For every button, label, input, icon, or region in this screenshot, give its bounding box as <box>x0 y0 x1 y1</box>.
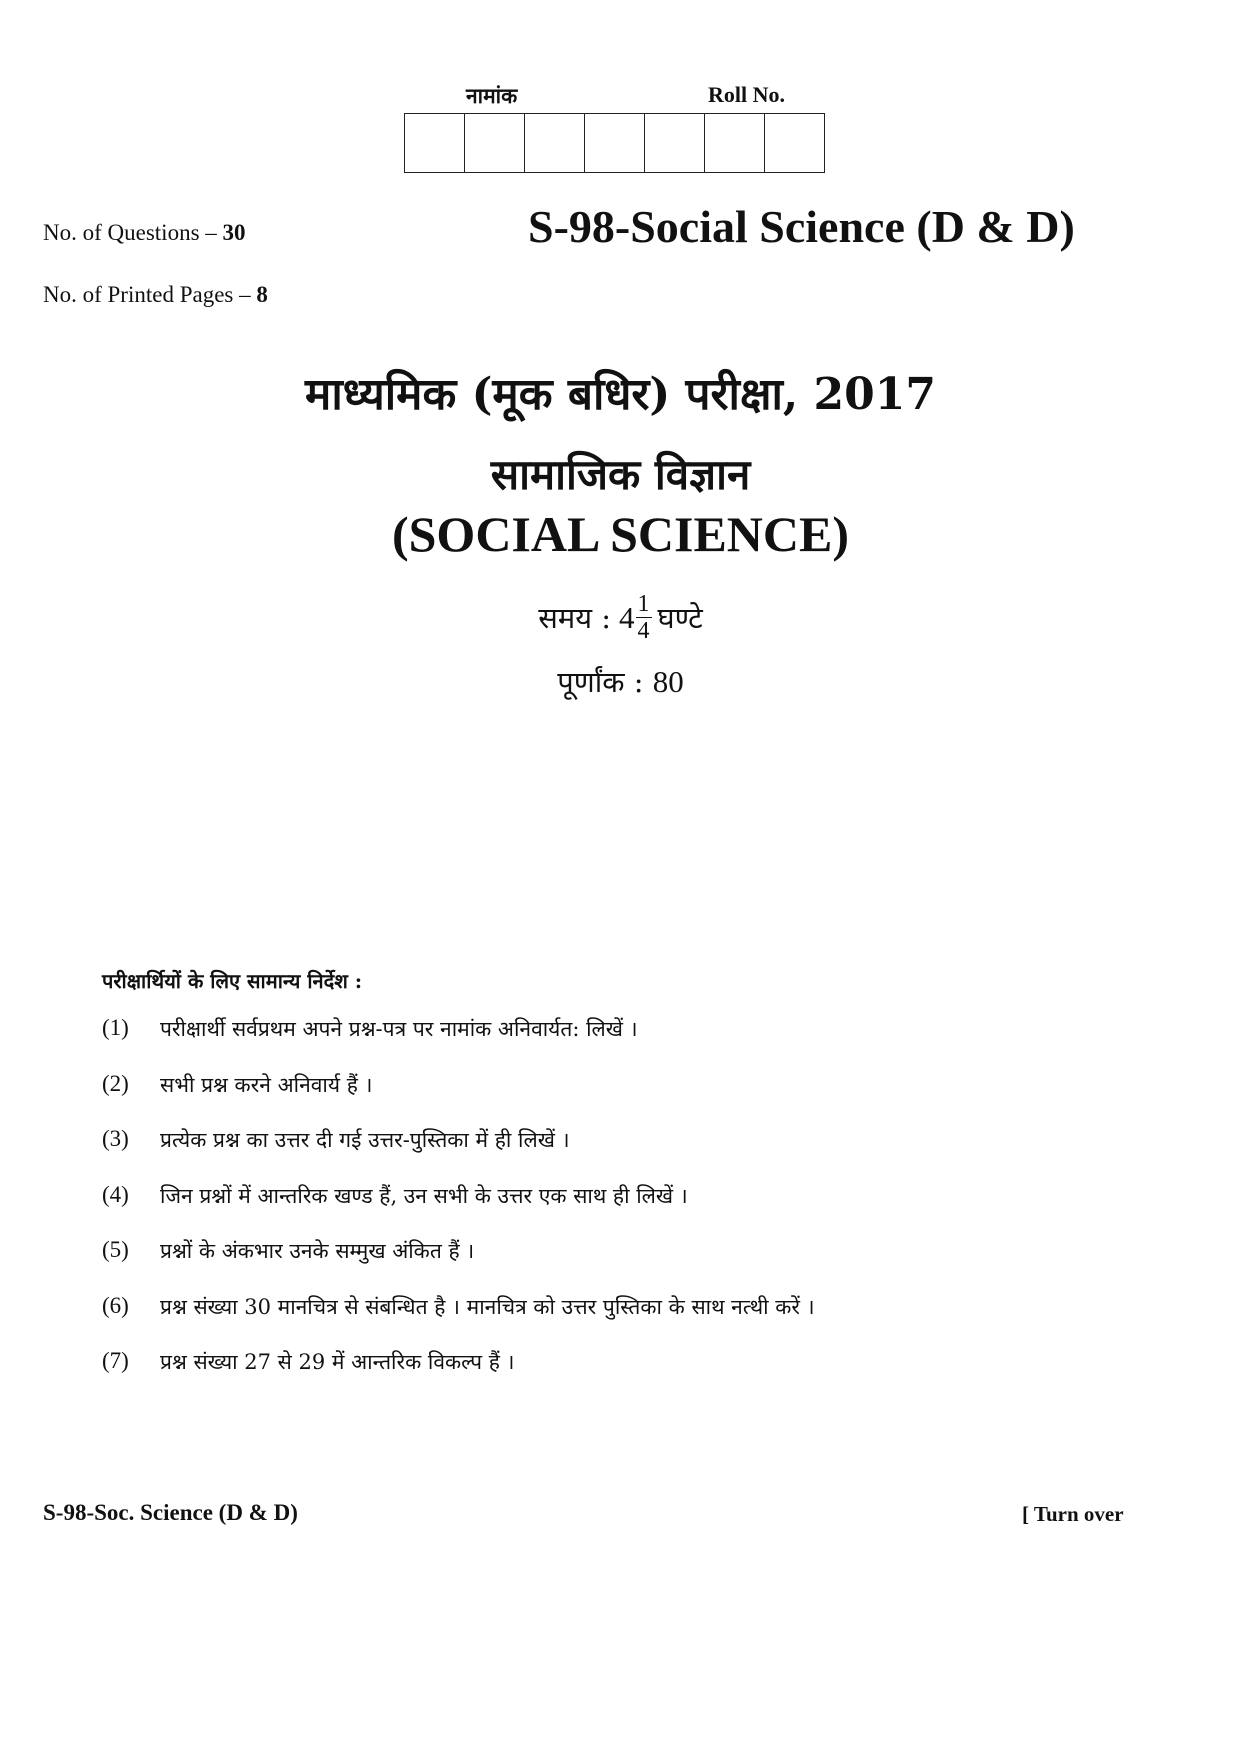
instruction-number: (2) <box>102 1070 129 1096</box>
instructions-heading: परीक्षार्थियों के लिए सामान्य निर्देश : <box>102 969 363 993</box>
roll-number-boxes <box>404 113 825 173</box>
instruction-number: (4) <box>102 1181 129 1207</box>
instruction-text: परीक्षार्थी सर्वप्रथम अपने प्रश्न-पत्र पर नामांक अनिवार्यत: लिखें । <box>160 1017 638 1041</box>
instruction-number: (3) <box>102 1126 129 1151</box>
instruction-number: (5) <box>102 1237 129 1262</box>
turn-over-note: [ Turn over <box>1022 1502 1124 1526</box>
instruction-item <box>102 1237 1152 1293</box>
time-allowed <box>0 592 1241 643</box>
time-fraction <box>636 592 652 643</box>
footer-paper-code: S-98-Soc. Science (D & D) <box>43 1500 298 1525</box>
pages-value: 8 <box>256 282 268 307</box>
instruction-text: प्रश्न संख्या 30 मानचित्र से संबन्धित है । मानचित्र को उत्तर पुस्तिका के साथ नत्थी करें । <box>160 1294 815 1319</box>
printed-pages-count <box>43 282 268 308</box>
instruction-item <box>102 1293 1152 1349</box>
time-fraction-numerator: 1 <box>637 591 650 617</box>
instruction-item <box>102 1126 1152 1182</box>
instruction-number: (6) <box>102 1292 129 1318</box>
instruction-item <box>102 1182 1152 1238</box>
roll-digit-box[interactable] <box>705 114 765 172</box>
questions-value: 30 <box>222 220 246 245</box>
instruction-text: प्रश्न संख्या 27 से 29 में आन्तरिक विकल्प हैं । <box>160 1350 515 1374</box>
time-unit: घण्टे <box>657 601 703 635</box>
roll-digit-box[interactable] <box>405 114 465 172</box>
instruction-text: सभी प्रश्न करने अनिवार्य हैं । <box>160 1072 373 1097</box>
marks-value: 80 <box>652 664 684 699</box>
roll-label-hindi: नामांक <box>466 83 518 108</box>
time-whole: 4 <box>619 599 635 635</box>
subject-title-hindi: सामाजिक विज्ञान <box>490 450 751 499</box>
marks-label: पूर्णांक : <box>557 665 644 699</box>
roll-label-english: Roll No. <box>708 82 785 107</box>
time-fraction-denominator: 4 <box>637 618 650 644</box>
roll-digit-box[interactable] <box>765 114 825 172</box>
roll-digit-box[interactable] <box>585 114 645 172</box>
pages-label: No. of Printed Pages – <box>43 282 251 307</box>
questions-count <box>43 220 246 246</box>
roll-digit-box[interactable] <box>645 114 705 172</box>
roll-digit-box[interactable] <box>465 114 525 172</box>
maximum-marks <box>0 662 1241 701</box>
paper-code-title: S-98-Social Science (D & D) <box>528 201 1075 252</box>
subject-title-english: (SOCIAL SCIENCE) <box>391 506 850 562</box>
instruction-item <box>102 1071 1152 1127</box>
instruction-text: प्रत्येक प्रश्न का उत्तर दी गई उत्तर-पुस्तिका में ही लिखें । <box>160 1128 570 1152</box>
instruction-text: जिन प्रश्नों में आन्तरिक खण्ड हैं, उन सभी के उत्तर एक साथ ही लिखें । <box>160 1183 688 1208</box>
instruction-number: (1) <box>102 1015 129 1040</box>
time-label: समय : <box>538 601 612 635</box>
exam-title: माध्यमिक (मूक बधिर) परीक्षा, 2017 <box>305 369 936 420</box>
roll-digit-box[interactable] <box>525 114 585 172</box>
questions-label: No. of Questions – <box>43 220 217 245</box>
instruction-text: प्रश्नों के अंकभार उनके सम्मुख अंकित हैं । <box>160 1239 475 1263</box>
instruction-item <box>102 1348 1152 1404</box>
instructions-list <box>102 1015 1152 1404</box>
instruction-item <box>102 1015 1152 1071</box>
instruction-number: (7) <box>102 1348 129 1373</box>
